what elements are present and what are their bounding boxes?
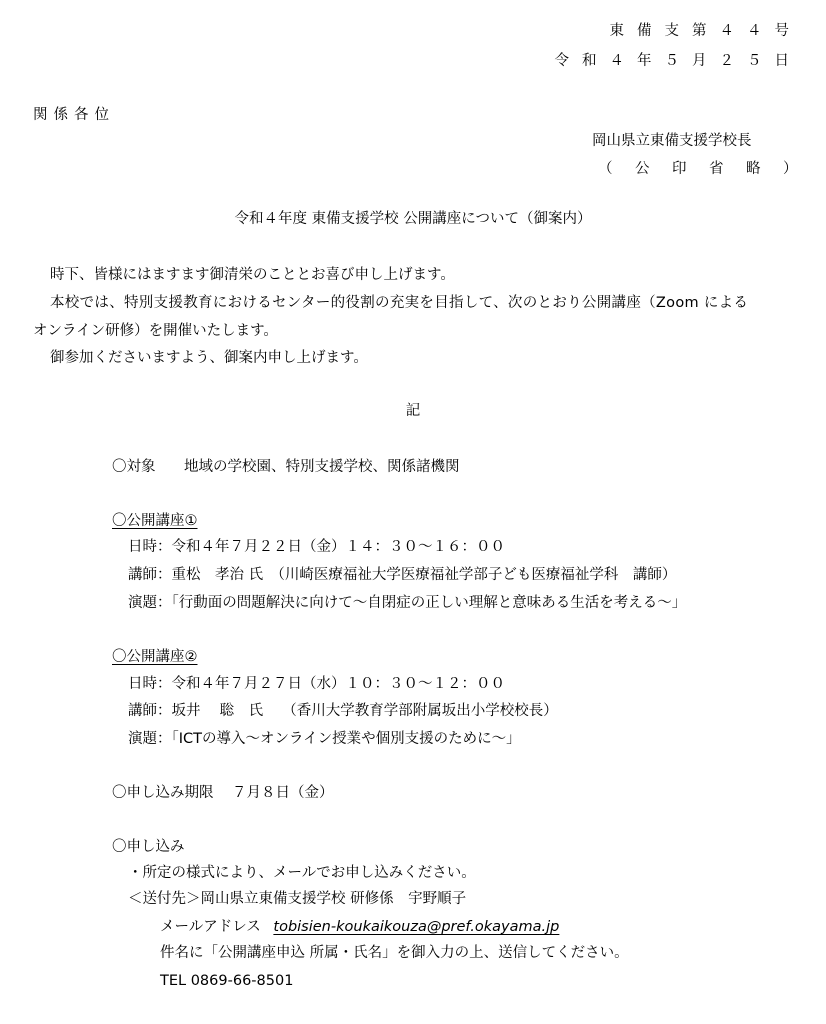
lecture2-datetime: 日時：令和４年７月２７日（水）１０：３０～１２：００	[128, 676, 505, 692]
ki-heading: 記	[405, 403, 421, 419]
greeting-paragraph: 時下、皆様にはますます御清栄のこととお喜び申し上げます。	[50, 267, 455, 283]
deadline-label: 〇申し込み期限	[112, 785, 214, 801]
lecture1-lecturer: 講師：重松 孝治 氏 （川崎医療福祉大学医療福祉学部子ども医療福祉学科 講師）	[128, 567, 677, 583]
lecture1-heading: 〇公開講座①	[112, 513, 198, 529]
sender-name: 岡山県立東備支援学校長	[592, 133, 752, 149]
email-subject-instruction: 件名に「公開講座申込 所属・氏名」を御入力の上、送信してください。	[160, 945, 629, 961]
target-label: 〇対象	[112, 459, 156, 475]
document-title: 令和４年度 東備支援学校 公開講座について（御案内）	[234, 211, 592, 227]
invitation-paragraph: 御参加くださいますよう、御案内申し上げます。	[50, 350, 368, 366]
addressee: 関係各位	[33, 107, 115, 123]
issue-date: 令和４年５月２５日	[554, 53, 802, 69]
lecture1-datetime: 日時：令和４年７月２２日（金）１４：３０～１６：００	[128, 539, 505, 555]
deadline-value: ７月８日（金）	[232, 785, 334, 801]
lecture2-heading: 〇公開講座②	[112, 649, 198, 665]
seal-omitted-note: （ 公 印 省 略 ）	[598, 161, 802, 177]
lecture2-lecturer: 講師：坂井 聡 氏 （香川大学教育学部附属坂出小学校校長）	[128, 703, 558, 719]
purpose-paragraph-line1: 本校では、特別支援教育におけるセンター的役割の充実を目指して、次のとおり公開講座（Zoom による	[50, 295, 749, 311]
purpose-paragraph-line2: オンライン研修）を開催いたします。	[33, 323, 278, 339]
application-recipient: ＜送付先＞岡山県立東備支援学校 研修係 宇野順子	[128, 891, 467, 907]
lecture1-topic: 演題：「行動面の問題解決に向けて～自閉症の正しい理解と意味ある生活を考える～」	[128, 595, 687, 611]
email-row	[160, 920, 559, 935]
application-heading: 〇申し込み	[112, 839, 185, 855]
document-number: 東備支第４４号	[609, 23, 802, 39]
target-value: 地域の学校園、特別支援学校、関係諸機関	[184, 459, 460, 475]
telephone-number: TEL 0869-66-8501	[160, 973, 294, 989]
email-label: メールアドレス	[160, 919, 261, 935]
application-method: ・所定の様式により、メールでお申し込みください。	[128, 865, 476, 881]
email-link[interactable]: tobisien-koukaikouza@pref.okayama.jp	[273, 919, 560, 935]
lecture2-topic: 演題：「ICTの導入～オンライン授業や個別支援のために～」	[128, 731, 521, 747]
